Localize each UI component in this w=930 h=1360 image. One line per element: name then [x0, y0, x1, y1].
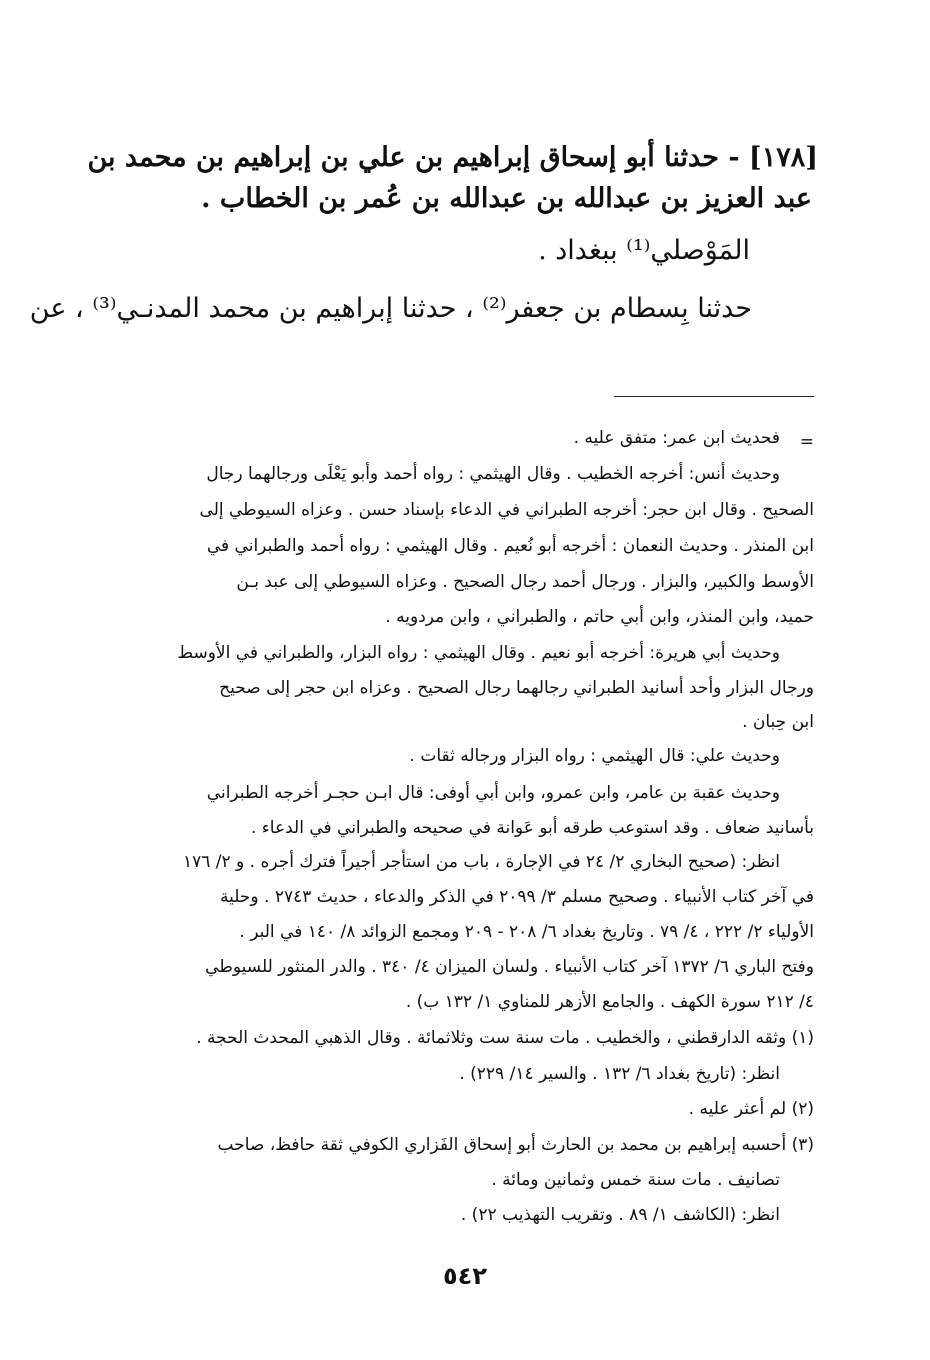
hadith-text-line-3: المَوْصلي⁽¹⁾ ببغداد . [538, 235, 750, 266]
footnote-line: الأوسط والكبير، والبزار . ورجال أحمد رجال الصحيح . وعزاه السيوطي إلى عبد بـن [236, 572, 814, 592]
hadith-text-line-4: حدثنا بِسطام بن جعفر⁽²⁾ ، حدثنا إبراهيم بن محمد المدنـي⁽³⁾ ، عن [29, 293, 752, 324]
hadith-heading-line-1: [١٧٨] - حدثنا أبو إسحاق إبراهيم بن علي بن إبراهيم بن محمد بن [87, 142, 818, 173]
footnote-line: وحديث علي: قال الهيثمي : رواه البزار ورجاله ثقات . [409, 746, 780, 766]
footnote-line: بأسانيد ضعاف . وقد استوعب طرقه أبو عَوانة في صحيحه والطبراني في الدعاء . [250, 818, 814, 838]
footnote-line: الصحيح . وقال ابن حجر: أخرجه الطبراني في الدعاء بإسناد حسن . وعزاه السيوطي إلى [199, 500, 814, 520]
footnote-line: وفتح الباري ٦/ ١٣٧٢ آخر كتاب الأنبياء . ولسان الميزان ٤/ ٣٤٠ . والدر المنثور للسيوطي [205, 957, 814, 977]
footnote-line: انظر: (صحيح البخاري ٢/ ٢٤ في الإجارة ، باب من استأجر أجيراً فترك أجره . و ٢/ ١٧٦ [182, 852, 780, 872]
continuation-marker: = [799, 432, 814, 452]
footnote-divider [614, 396, 814, 397]
footnote-line: حميد، وابن المنذر، وابن أبي حاتم ، والطبراني ، وابن مردويه . [385, 607, 814, 627]
footnote-1: (١) وثقه الدارقطني ، والخطيب . مات سنة ست وثلاثمائة . وقال الذهبي المحدث الحجة . [196, 1028, 814, 1048]
footnote-line: وحديث عقبة بن عامر، وابن عمرو، وابن أبي أوفى: قال ابـن حجـر أخرجه الطبراني [206, 783, 780, 803]
footnote-line: ابن المنذر . وحديث النعمان : أخرجه أبو نُعيم . وقال الهيثمي : رواه أحمد والطبراني في [206, 536, 814, 556]
footnote-line: انظر: (الكاشف ١/ ٨٩ . وتقريب التهذيب ٢٢) . [460, 1205, 780, 1225]
footnote-line: فحديث ابن عمر: متفق عليه . [573, 428, 780, 448]
footnote-line: ٤/ ٢١٢ سورة الكهف . والجامع الأزهر للمناوي ١/ ١٣٢ ب) . [405, 992, 814, 1012]
footnote-line: ورجال البزار وأحد أسانيد الطبراني رجالهما رجال الصحيح . وعزاه ابن حجر إلى صحيح [219, 678, 814, 698]
footnote-line: الأولياء ٢/ ٢٢٢ ، ٤/ ٧٩ . وتاريخ بغداد ٦/ ٢٠٨ - ٢٠٩ ومجمع الزوائد ٨/ ١٤٠ في البر . [239, 922, 814, 942]
hadith-heading-line-2: عبد العزيز بن عبدالله بن عبدالله بن عُمر بن الخطاب . [201, 183, 812, 214]
footnote-line: انظر: (تاريخ بغداد ٦/ ١٣٢ . والسير ١٤/ ٢٢٩) . [459, 1064, 780, 1084]
page-number: ٥٤٢ [443, 1262, 487, 1290]
footnote-line: وحديث أبي هريرة: أخرجه أبو نعيم . وقال الهيثمي : رواه البزار، والطبراني في الأوسط [177, 643, 780, 663]
footnote-line: وحديث أنس: أخرجه الخطيب . وقال الهيثمي : رواه أحمد وأبو يَعْلَى ورجالهما رجال [206, 464, 780, 484]
footnote-line: في آخر كتاب الأنبياء . وصحيح مسلم ٣/ ٢٠٩٩ في الذكر والدعاء ، حديث ٢٧٤٣ . وحلية [220, 887, 814, 907]
footnote-3: (٣) أحسبه إبراهيم بن محمد بن الحارث أبو إسحاق الفَزاري الكوفي ثقة حافظ، صاحب [217, 1135, 814, 1155]
footnote-2: (٢) لم أعثر عليه . [688, 1099, 814, 1119]
footnote-line: ابن حِبان . [742, 712, 814, 732]
footnote-line: تصانيف . مات سنة خمس وثمانين ومائة . [491, 1170, 780, 1190]
